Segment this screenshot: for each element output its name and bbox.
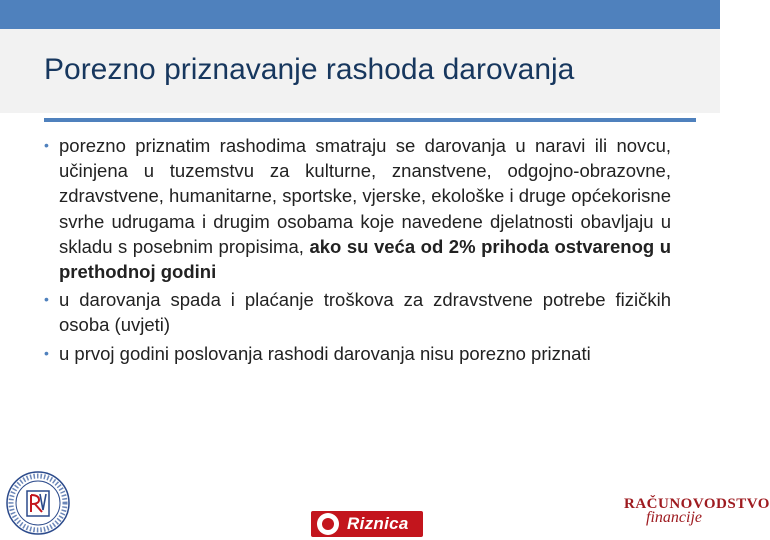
bullet-item	[44, 341, 671, 366]
slide-title: Porezno priznavanje rashoda darovanja	[44, 53, 575, 86]
racunovodstvo-financije-logo	[624, 496, 770, 540]
bullet-dot-icon: •	[44, 137, 49, 153]
bullet-dot-icon: •	[44, 344, 49, 361]
riznica-logo	[311, 511, 423, 537]
bullet-text: u darovanja spada i plaćanje troškova za zdravstvene potrebe fizičkih osoba (uvjeti)	[59, 289, 671, 336]
bullet-item	[44, 287, 671, 337]
logo-word-financije: financije	[646, 509, 702, 526]
title-underline	[44, 118, 696, 122]
riznica-brand-text: Riznica	[347, 514, 409, 533]
association-seal-logo	[5, 470, 71, 536]
top-accent-bar	[0, 0, 720, 29]
bullet-text: u prvoj godini poslovanja rashodi darovanja nisu porezno priznati	[59, 342, 591, 364]
bullet-text: porezno priznatim rashodima smatraju se darovanja u naravi ili novcu, učinjena u tuzemstvu za kulturne, znanstvene, odgojno-obrazovne, zdravstvene, humanitarne, sportske, vjerske, ekološke i druge općekorisne svrhe udrugama i drugim osobama koje navedene djelatnosti obavljaju u skladu s posebnim propisima,	[59, 135, 671, 257]
logo-word-racunovodstvo: RAČUNOVODSTVO	[624, 496, 770, 512]
bullet-dot-icon: •	[44, 291, 49, 308]
riznica-emblem-icon	[317, 513, 339, 535]
bullet-emphasis: ako su veća od 2% prihoda ostvarenog u prethodnoj godini	[59, 235, 672, 283]
bullet-item	[44, 133, 671, 284]
slide-body	[44, 133, 671, 369]
